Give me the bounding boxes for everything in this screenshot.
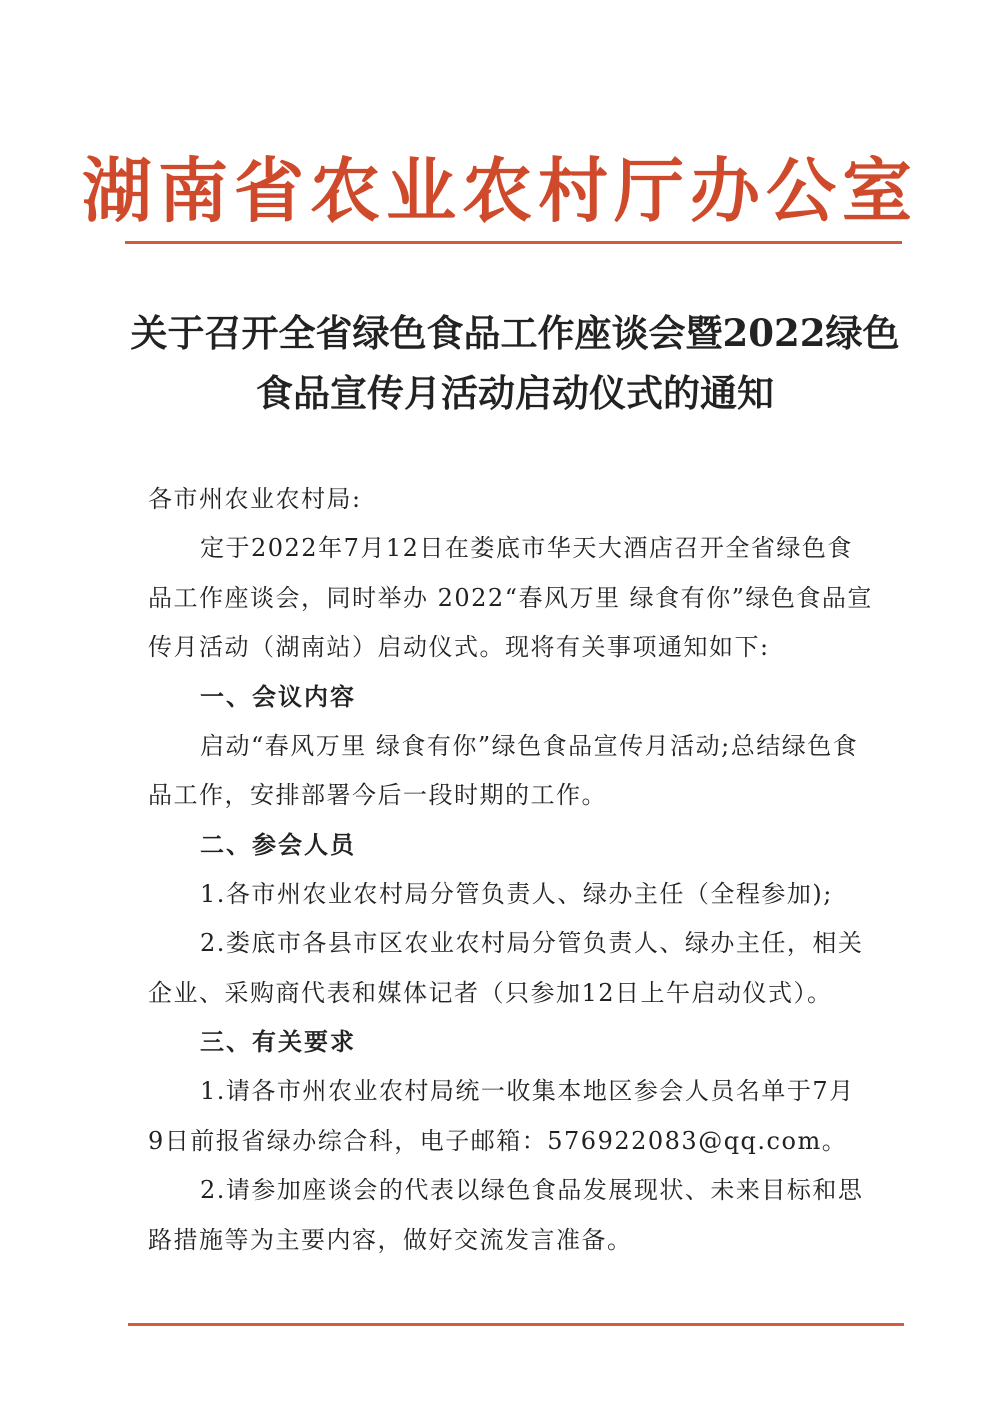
meeting-content-line-1: 启动“春风万里 绿食有你”绿色食品宣传月活动;总结绿色食 xyxy=(200,732,859,760)
requirements-item-1-line-2: 9日前报省绿办综合科，电子邮箱：576922083@qq.com。 xyxy=(148,1127,848,1155)
attendees-item-2-line-2: 企业、采购商代表和媒体记者（只参加12日上午启动仪式）。 xyxy=(148,979,833,1007)
letterhead-org-name: 湖南省农业农村厅办公室 xyxy=(82,150,918,232)
requirements-item-2-line-1: 2.请参加座谈会的代表以绿色食品发展现状、未来目标和思 xyxy=(200,1176,864,1204)
intro-line-2: 品工作座谈会，同时举办 2022“春风万里 绿食有你”绿色食品宣 xyxy=(148,584,873,612)
meeting-content-line-2: 品工作，安排部署今后一段时期的工作。 xyxy=(148,781,607,809)
intro-line-3: 传月活动（湖南站）启动仪式。现将有关事项通知如下: xyxy=(148,633,770,661)
requirements-item-1-line-1: 1.请各市州农业农村局统一收集本地区参会人员名单于7月 xyxy=(200,1077,855,1105)
section-heading-attendees: 二、参会人员 xyxy=(200,830,356,859)
attendees-item-2-line-1: 2.娄底市各县市区农业农村局分管负责人、绿办主任，相关 xyxy=(200,929,864,957)
section-heading-requirements: 三、有关要求 xyxy=(200,1027,356,1056)
requirements-item-2-line-2: 路措施等为主要内容，做好交流发言准备。 xyxy=(148,1226,633,1254)
document-title-line-2: 食品宣传月活动启动仪式的通知 xyxy=(256,371,774,415)
document-title-line-1: 关于召开全省绿色食品工作座谈会暨2022绿色 xyxy=(130,311,900,355)
footer-rule xyxy=(128,1323,904,1326)
letterhead-rule xyxy=(125,241,902,244)
salutation: 各市州农业农村局: xyxy=(148,485,362,513)
intro-line-1: 定于2022年7月12日在娄底市华天大酒店召开全省绿色食 xyxy=(200,534,853,562)
section-heading-meeting-content: 一、会议内容 xyxy=(200,682,356,711)
attendees-item-1: 1.各市州农业农村局分管负责人、绿办主任（全程参加); xyxy=(200,880,833,908)
